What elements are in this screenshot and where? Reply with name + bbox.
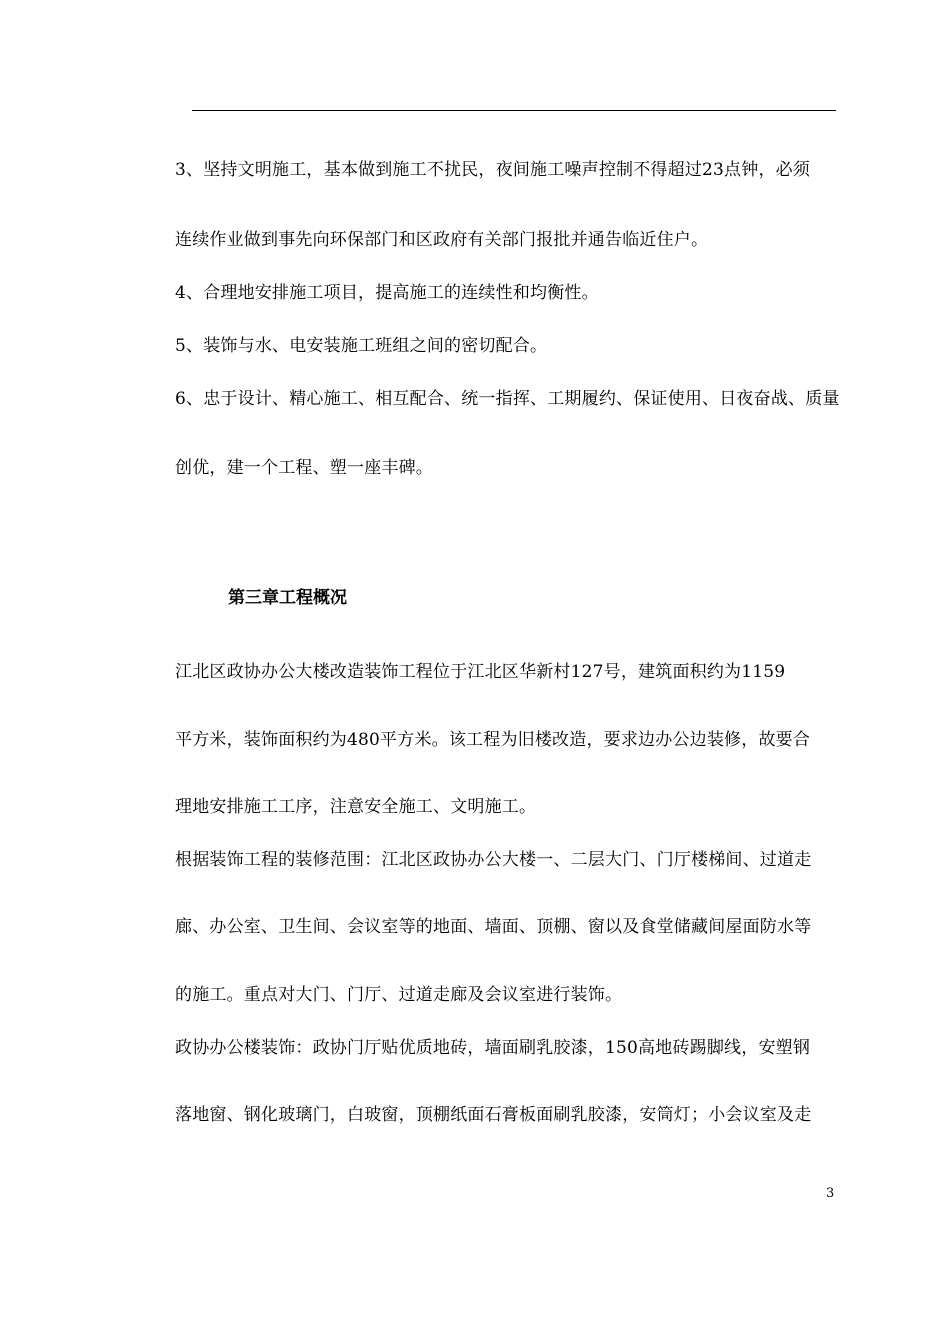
body-text-line: 政协办公楼装饰：政协门厅贴优质地砖，墙面刷乳胶漆，150高地砖踢脚线，安塑钢 — [175, 1038, 811, 1058]
chapter-heading: 第三章工程概况 — [228, 588, 347, 608]
body-text-line: 创优，建一个工程、塑一座丰碑。 — [175, 458, 433, 478]
body-text-line: 4、合理地安排施工项目，提高施工的连续性和均衡性。 — [175, 283, 599, 303]
body-text-line: 江北区政协办公大楼改造装饰工程位于江北区华新村127号，建筑面积约为1159 — [175, 662, 786, 682]
body-text-line: 6、忠于设计、精心施工、相互配合、统一指挥、工期履约、保证使用、日夜奋战、质量 — [175, 389, 840, 409]
body-text-line: 平方米，装饰面积约为480平方米。该工程为旧楼改造，要求边办公边装修，故要合 — [175, 730, 811, 750]
body-text-line: 廊、办公室、卫生间、会议室等的地面、墙面、顶棚、窗以及食堂储藏间屋面防水等 — [175, 917, 812, 937]
body-text-line: 落地窗、钢化玻璃门，白玻窗，顶棚纸面石膏板面刷乳胶漆，安筒灯；小会议室及走 — [175, 1105, 812, 1125]
body-text-line: 理地安排施工工序，注意安全施工、文明施工。 — [175, 797, 537, 817]
body-text-line: 5、装饰与水、电安装施工班组之间的密切配合。 — [175, 336, 548, 356]
body-text-line: 3、坚持文明施工，基本做到施工不扰民，夜间施工噪声控制不得超过23点钟，必须 — [175, 160, 811, 180]
body-text-line: 的施工。重点对大门、门厅、过道走廊及会议室进行装饰。 — [175, 985, 623, 1005]
header-rule — [192, 110, 836, 111]
body-text-line: 连续作业做到事先向环保部门和区政府有关部门报批并通告临近住户。 — [175, 230, 709, 250]
body-text-line: 根据装饰工程的装修范围：江北区政协办公大楼一、二层大门、门厅楼梯间、过道走 — [175, 850, 812, 870]
page-number: 3 — [826, 1186, 835, 1201]
